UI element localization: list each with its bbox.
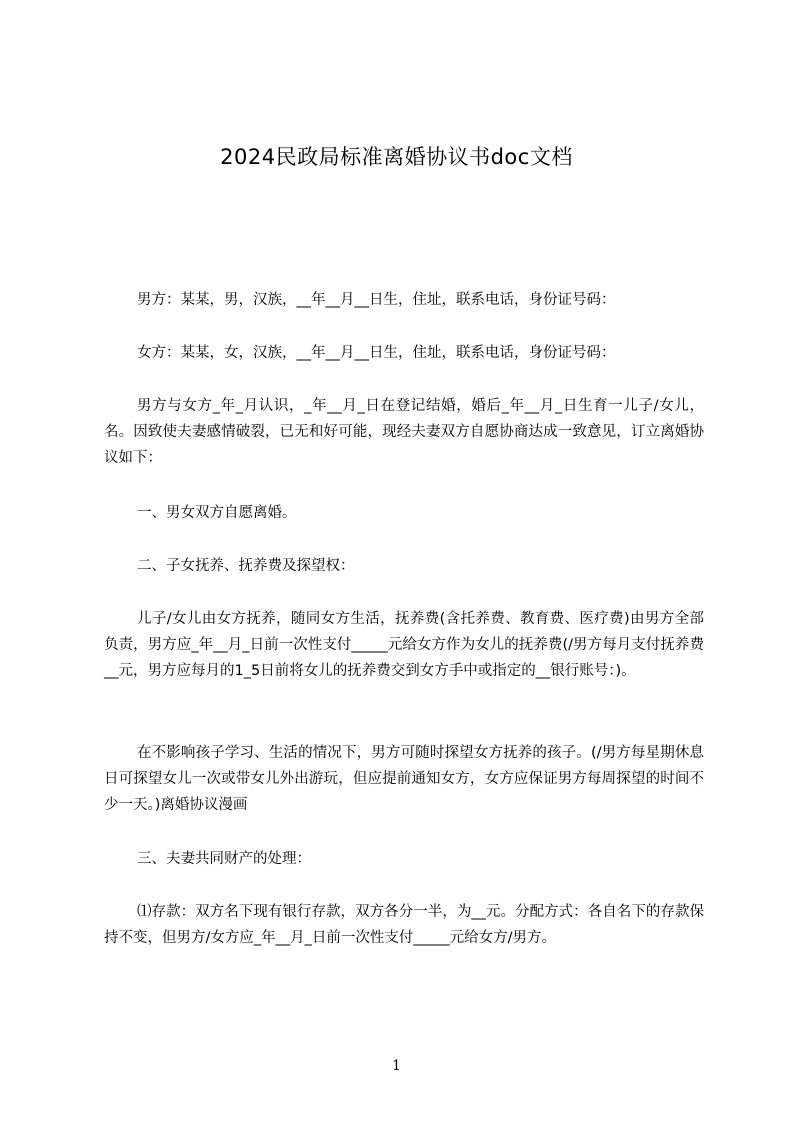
page-number: 1 — [392, 1058, 401, 1074]
section-heading-divorce: 一、男女双方自愿离婚。 — [137, 505, 297, 521]
paragraph-visitation: 在不影响孩子学习、生活的情况下，男方可随时探望女方抚养的孩子。(/男方每星期休息日可探望女儿一次或带女儿外出游玩，但应提前通知女方，女方应保证男方每周探望的时间不少一天。)离婚协议漫画 — [104, 745, 704, 813]
paragraph-male-party: 男方：某某，男，汉族，__年__月__日生，住址，联系电话，身份证号码： — [137, 292, 616, 308]
document-title: 2024民政局标准离婚协议书doc文档 — [220, 145, 573, 169]
section-heading-property: 三、夫妻共同财产的处理： — [137, 851, 311, 867]
paragraph-female-party: 女方：某某，女，汉族，__年__月__日生，住址，联系电话，身份证号码： — [137, 345, 616, 361]
paragraph-child-support: 儿子/女儿由女方抚养，随同女方生活，抚养费(含托养费、教育费、医疗费)由男方全部负责，男方应_年__月_日前一次性支付_____元给女方作为女儿的抚养费(/男方每月支付抚养费__元，男方应每月的1_5日前将女儿的抚养费交到女方手中或指定的__银行账号：)。 — [104, 611, 704, 679]
paragraph-savings: ⑴存款：双方名下现有银行存款，双方各分一半，为__元。分配方式：各自名下的存款保持不变，但男方/女方应_年__月_日前一次性支付_____元给女方/男方。 — [104, 904, 704, 946]
paragraph-marriage-background: 男方与女方_年_月认识，_年__月_日在登记结婚，婚后_年__月_日生育一儿子/女儿，名。因致使夫妻感情破裂，已无和好可能，现经夫妻双方自愿协商达成一致意见，订立离婚协议如下： — [104, 398, 704, 466]
section-heading-custody: 二、子女抚养、抚养费及探望权： — [137, 558, 355, 574]
